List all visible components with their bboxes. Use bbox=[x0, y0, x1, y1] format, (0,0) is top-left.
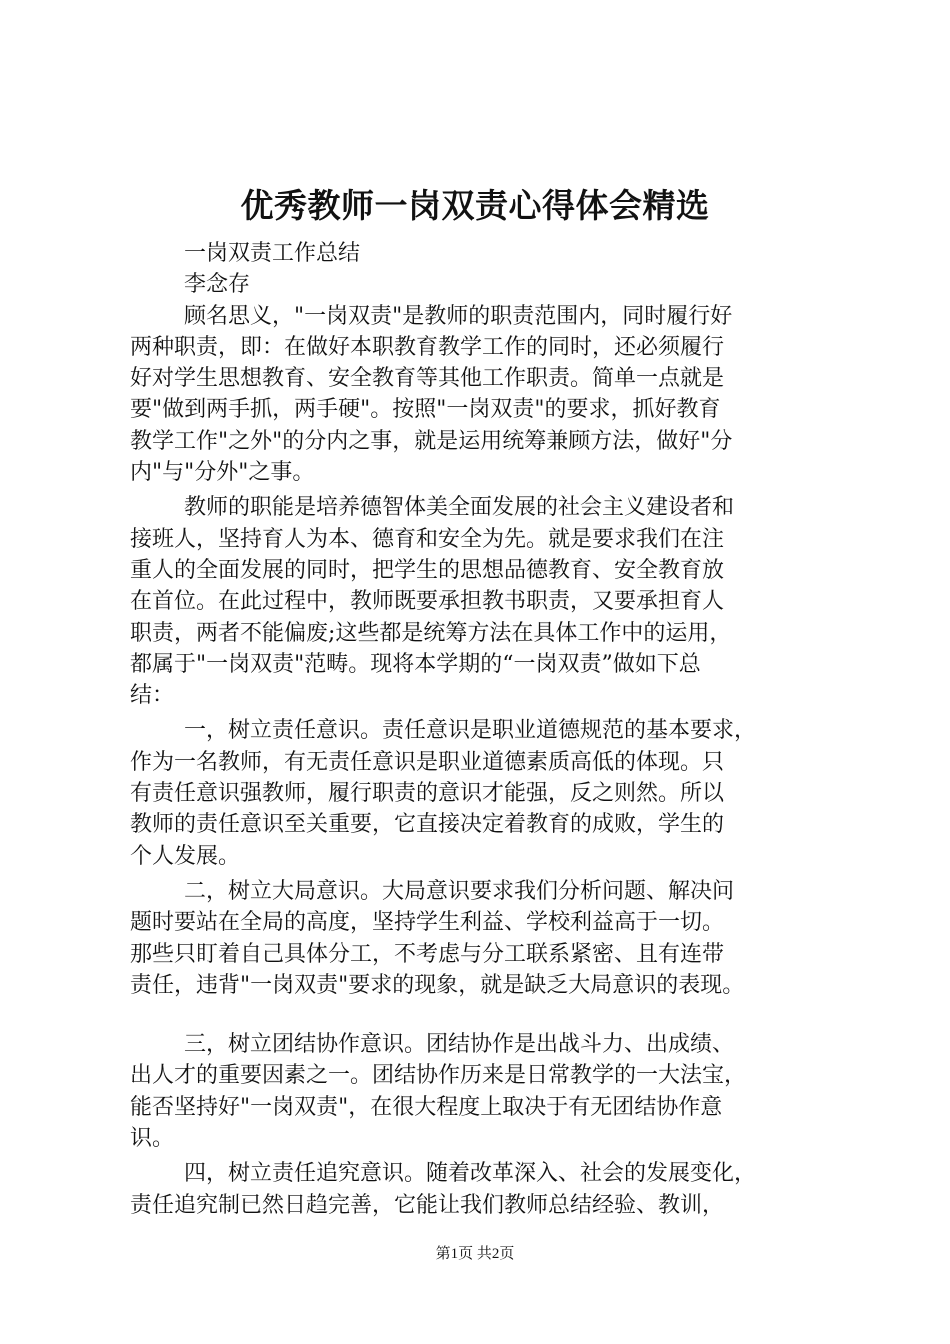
paragraph bbox=[130, 876, 830, 1001]
paragraph-line: 题时要站在全局的高度，坚持学生利益、学校利益高于一切。 bbox=[130, 910, 725, 936]
paragraph-line: 三，树立团结协作意识。团结协作是出战斗力、出成绩、 bbox=[184, 1032, 735, 1058]
paragraph-line: 教师的责任意识至关重要，它直接决定着教育的成败，学生的 bbox=[130, 812, 725, 838]
paragraph-line: 在首位。在此过程中，教师既要承担教书职责，又要承担育人 bbox=[130, 589, 725, 615]
paragraph-line: 要"做到两手抓，两手硬"。按照"一岗双责"的要求，抓好教育 bbox=[130, 397, 721, 423]
paragraph-line: 教学工作"之外"的分内之事，就是运用统筹兼顾方法，做好"分 bbox=[130, 428, 733, 454]
paragraph-line: 责任，违背"一岗双责"要求的现象，就是缺乏大局意识的表现。 bbox=[130, 972, 745, 998]
paragraph-line: 作为一名教师，有无责任意识是职业道德素质高低的体现。只 bbox=[130, 749, 725, 775]
paragraph-line: 四，树立责任追究意识。随着改革深入、社会的发展变化， bbox=[184, 1161, 757, 1187]
paragraph-line: 有责任意识强教师，履行职责的意识才能强，反之则然。所以 bbox=[130, 781, 725, 807]
document-body bbox=[130, 238, 830, 1221]
document-subtitle: 一岗双责工作总结 bbox=[184, 241, 361, 266]
paragraph-line: 二，树立大局意识。大局意识要求我们分析问题、解决问 bbox=[184, 878, 735, 904]
document-title: 优秀教师一岗双责心得体会精选 bbox=[240, 186, 710, 225]
paragraph-line: 结： bbox=[130, 683, 175, 709]
paragraph-line: 都属于"一岗双责"范畴。现将本学期的“一岗双责”做如下总 bbox=[130, 651, 701, 677]
paragraph-line: 顾名思义，"一岗双责"是教师的职责范围内，同时履行好 bbox=[184, 303, 733, 329]
paragraph-line: 职责，两者不能偏废;这些都是统筹方法在具体工作中的运用， bbox=[130, 620, 732, 646]
paragraph-line: 能否坚持好"一岗双责"，在很大程度上取决于有无团结协作意 bbox=[130, 1094, 723, 1120]
paragraph-line: 一，树立责任意识。责任意识是职业道德规范的基本要求， bbox=[184, 718, 757, 744]
paragraph-line: 教师的职能是培养德智体美全面发展的社会主义建设者和 bbox=[184, 495, 735, 521]
paragraph-line: 识。 bbox=[130, 1126, 175, 1152]
paragraph-spacer bbox=[130, 1001, 830, 1029]
paragraph-line: 内"与"分外"之事。 bbox=[130, 460, 315, 486]
paragraph bbox=[130, 301, 830, 489]
paragraph-line: 那些只盯着自己具体分工，不考虑与分工联系紧密、且有连带 bbox=[130, 941, 725, 967]
paragraph-line: 重人的全面发展的同时，把学生的思想品德教育、安全教育放 bbox=[130, 557, 725, 583]
page-number-footer: 第1页 共2页 bbox=[435, 1246, 515, 1262]
paragraph-line: 出人才的重要因素之一。团结协作历来是日常教学的一大法宝， bbox=[130, 1063, 747, 1089]
paragraph bbox=[130, 492, 830, 711]
paragraph bbox=[130, 1158, 830, 1221]
paragraph-line: 好对学生思想教育、安全教育等其他工作职责。简单一点就是 bbox=[130, 366, 725, 392]
paragraph-line: 接班人，坚持育人为本、德育和安全为先。就是要求我们在注 bbox=[130, 526, 725, 552]
document-author: 李念存 bbox=[184, 272, 251, 298]
paragraph bbox=[130, 715, 830, 871]
paragraph-line: 两种职责，即：在做好本职教育教学工作的同时，还必须履行 bbox=[130, 334, 725, 360]
paragraph bbox=[130, 1029, 830, 1154]
paragraph-line: 责任追究制已然日趋完善，它能让我们教师总结经验、教训， bbox=[130, 1192, 725, 1218]
paragraph-line: 个人发展。 bbox=[130, 843, 241, 869]
